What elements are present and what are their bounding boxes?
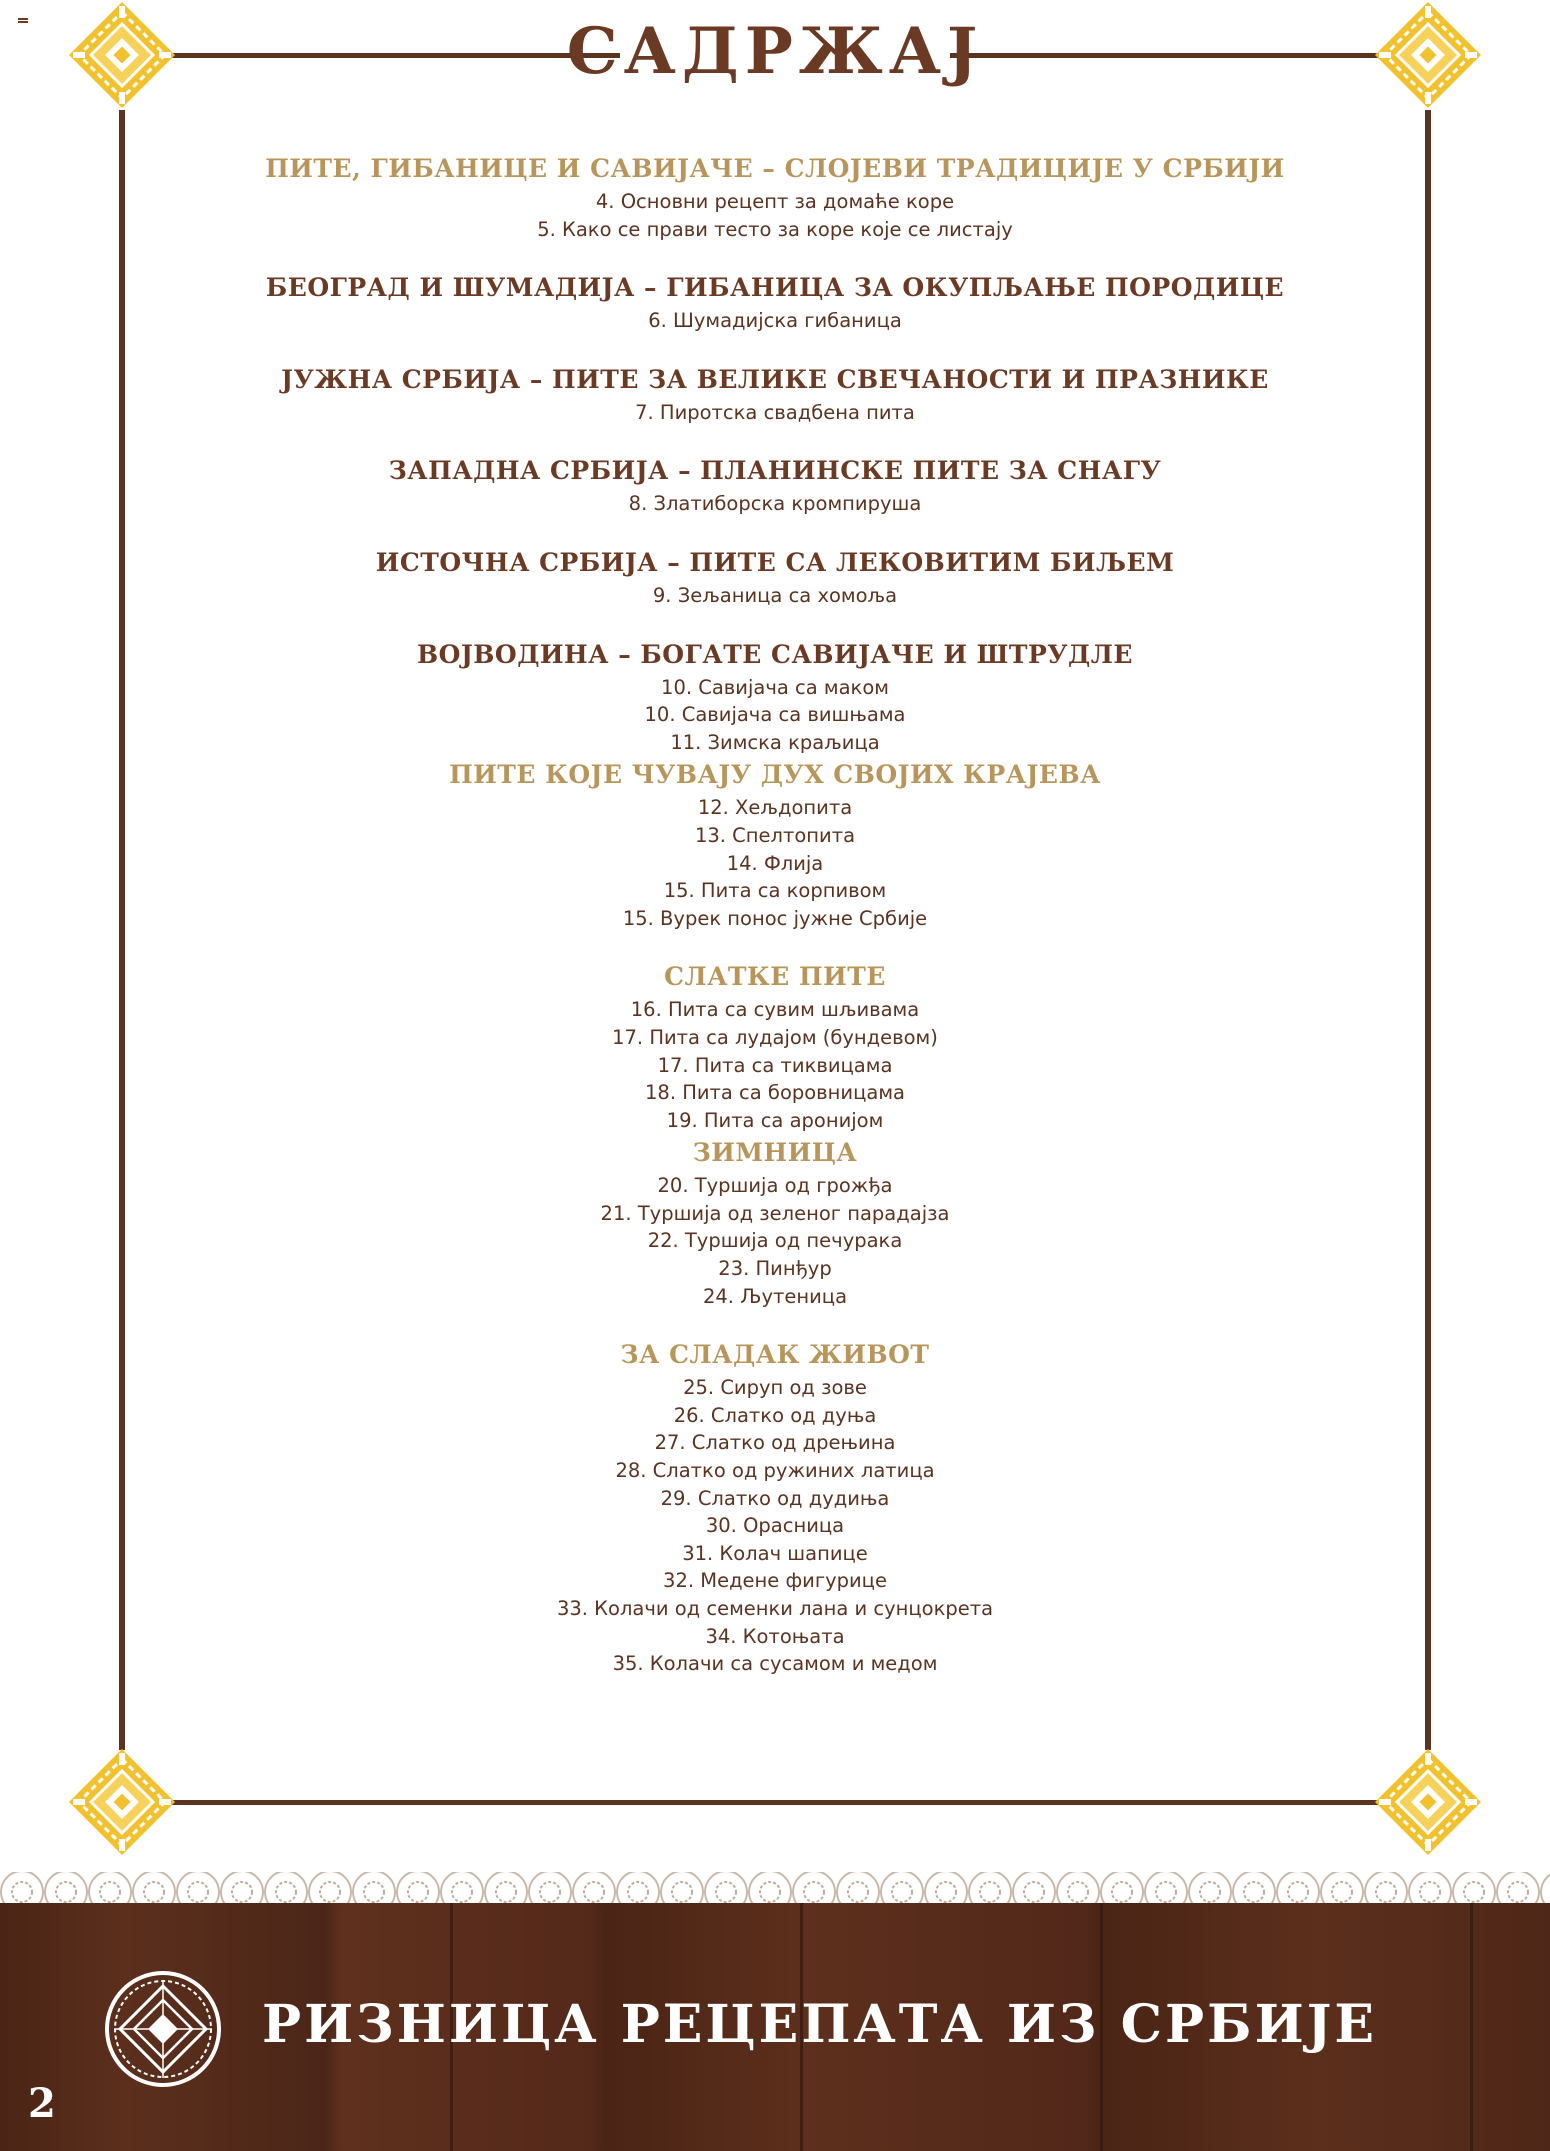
section-spacer xyxy=(200,610,1350,636)
toc-entry[interactable]: 25. Сируп од зове xyxy=(683,1376,867,1400)
toc-entry[interactable]: 29. Слатко од дудиња xyxy=(660,1486,890,1510)
section-spacer xyxy=(200,1310,1350,1336)
plank-seam xyxy=(1470,1903,1473,2151)
toc-entry[interactable]: 24. Љутеница xyxy=(702,1284,848,1308)
section-heading: СЛАТКЕ ПИТЕ xyxy=(664,962,886,992)
toc-entry[interactable]: 27. Слатко од дрењина xyxy=(654,1431,896,1455)
toc-entry[interactable]: 21. Туршија од зеленог парадајза xyxy=(600,1201,950,1225)
footer-title: РИЗНИЦА РЕЦЕПАТА ИЗ СРБИЈЕ xyxy=(262,1994,1377,2055)
section-spacer xyxy=(200,243,1350,269)
toc-entry[interactable]: 11. Зимска краљица xyxy=(670,730,880,754)
toc-entry[interactable]: 35. Колачи са сусамом и медом xyxy=(612,1652,938,1676)
toc-entry[interactable]: 14. Флија xyxy=(726,851,824,875)
toc-entry[interactable]: 5. Како се прави тесто за коре које се листају xyxy=(537,217,1013,241)
toc-entry[interactable]: 15. Пита са корпивом xyxy=(663,879,887,903)
section-heading: ЈУЖНА СРБИЈА – ПИТЕ ЗА ВЕЛИКЕ СВЕЧАНОСТИ И ПРАЗНИКЕ xyxy=(281,364,1269,394)
toc-entry[interactable]: 17. Пита са лудајом (бундевом) xyxy=(612,1025,938,1049)
corner-ornament-icon xyxy=(67,1747,177,1857)
page-number: 2 xyxy=(28,2080,56,2127)
section-heading: ЗАПАДНА СРБИЈА – ПЛАНИНСКЕ ПИТЕ ЗА СНАГУ xyxy=(388,456,1162,486)
section-heading: ПИТЕ, ГИБАНИЦЕ И САВИЈАЧЕ – СЛОЈЕВИ ТРАДИЦИЈЕ У СРБИЈИ xyxy=(265,154,1285,183)
section-spacer xyxy=(200,518,1350,544)
toc-entry[interactable]: 12. Хељдопита xyxy=(697,796,853,820)
toc-entry[interactable]: 32. Медене фигурице xyxy=(663,1569,887,1593)
corner-ornament-icon xyxy=(1373,1747,1483,1857)
section-spacer xyxy=(200,932,1350,958)
toc-entry[interactable]: 19. Пита са аронијом xyxy=(666,1108,884,1132)
toc-entry[interactable]: 15. Вурек понос јужне Србије xyxy=(622,906,928,930)
toc-entry[interactable]: 31. Колач шапице xyxy=(682,1541,868,1565)
toc-entry[interactable]: 10. Савијача са вишњама xyxy=(644,703,906,727)
section-heading: ЗИМНИЦА xyxy=(692,1138,858,1168)
toc-entry[interactable]: 26. Слатко од дуња xyxy=(673,1403,877,1427)
toc-entry[interactable]: 8. Златиборска кромпируша xyxy=(628,492,922,516)
section-spacer xyxy=(200,335,1350,361)
toc-entry[interactable]: 4. Основни рецепт за домаће коре xyxy=(595,190,955,213)
toc-entry[interactable]: 17. Пита са тиквицама xyxy=(657,1053,893,1077)
toc-entry[interactable]: 13. Спелтопита xyxy=(694,823,856,847)
section-heading: ВОЈВОДИНА – БОГАТЕ САВИЈАЧЕ И ШТРУДЛЕ xyxy=(417,639,1133,669)
toc-entry[interactable]: 7. Пиротска свадбена пита xyxy=(635,400,915,424)
table-of-contents xyxy=(200,150,1350,1678)
toc-entry[interactable]: 33. Колачи од семенки лана и сунцокрета xyxy=(556,1597,994,1620)
frame-bottom-line xyxy=(172,1800,1380,1805)
toc-entry[interactable]: 9. Зељаница са хомоља xyxy=(652,583,898,607)
toc-entry[interactable]: 18. Пита са боровницама xyxy=(645,1081,905,1105)
section-heading: ПИТЕ КОЈЕ ЧУВАЈУ ДУХ СВОЈИХ КРАЈЕВА xyxy=(449,760,1101,790)
toc-entry[interactable]: 6. Шумадијска гибаница xyxy=(648,309,902,333)
frame-right-line xyxy=(1425,110,1431,1750)
toc-entry[interactable]: 10. Савијача са маком xyxy=(661,675,889,699)
toc-entry[interactable]: 28. Слатко од ружиних латица xyxy=(615,1459,935,1483)
page-title: САДРЖАЈ xyxy=(566,14,984,89)
frame-left-line xyxy=(119,110,125,1750)
section-heading: ИСТОЧНА СРБИЈА – ПИТЕ СА ЛЕКОВИТИМ БИЉЕМ xyxy=(375,547,1175,577)
toc-entry[interactable]: 30. Орасница xyxy=(705,1514,845,1538)
section-heading: БЕОГРАД И ШУМАДИЈА – ГИБАНИЦА ЗА ОКУПЉАЊЕ ПОРОДИЦЕ xyxy=(265,273,1285,303)
section-heading: ЗА СЛАДАК ЖИВОТ xyxy=(620,1340,930,1370)
toc-entry[interactable]: 34. Котоњата xyxy=(705,1624,845,1648)
toc-entry[interactable]: 16. Пита са сувим шљивама xyxy=(630,998,920,1022)
toc-entry[interactable]: 22. Туршија од печурака xyxy=(647,1229,903,1253)
section-spacer xyxy=(200,426,1350,452)
toc-entry[interactable]: 23. Пинђур xyxy=(718,1257,832,1281)
folk-seal-icon xyxy=(104,1970,222,2088)
toc-entry[interactable]: 20. Туршија од грожђа xyxy=(657,1174,893,1198)
